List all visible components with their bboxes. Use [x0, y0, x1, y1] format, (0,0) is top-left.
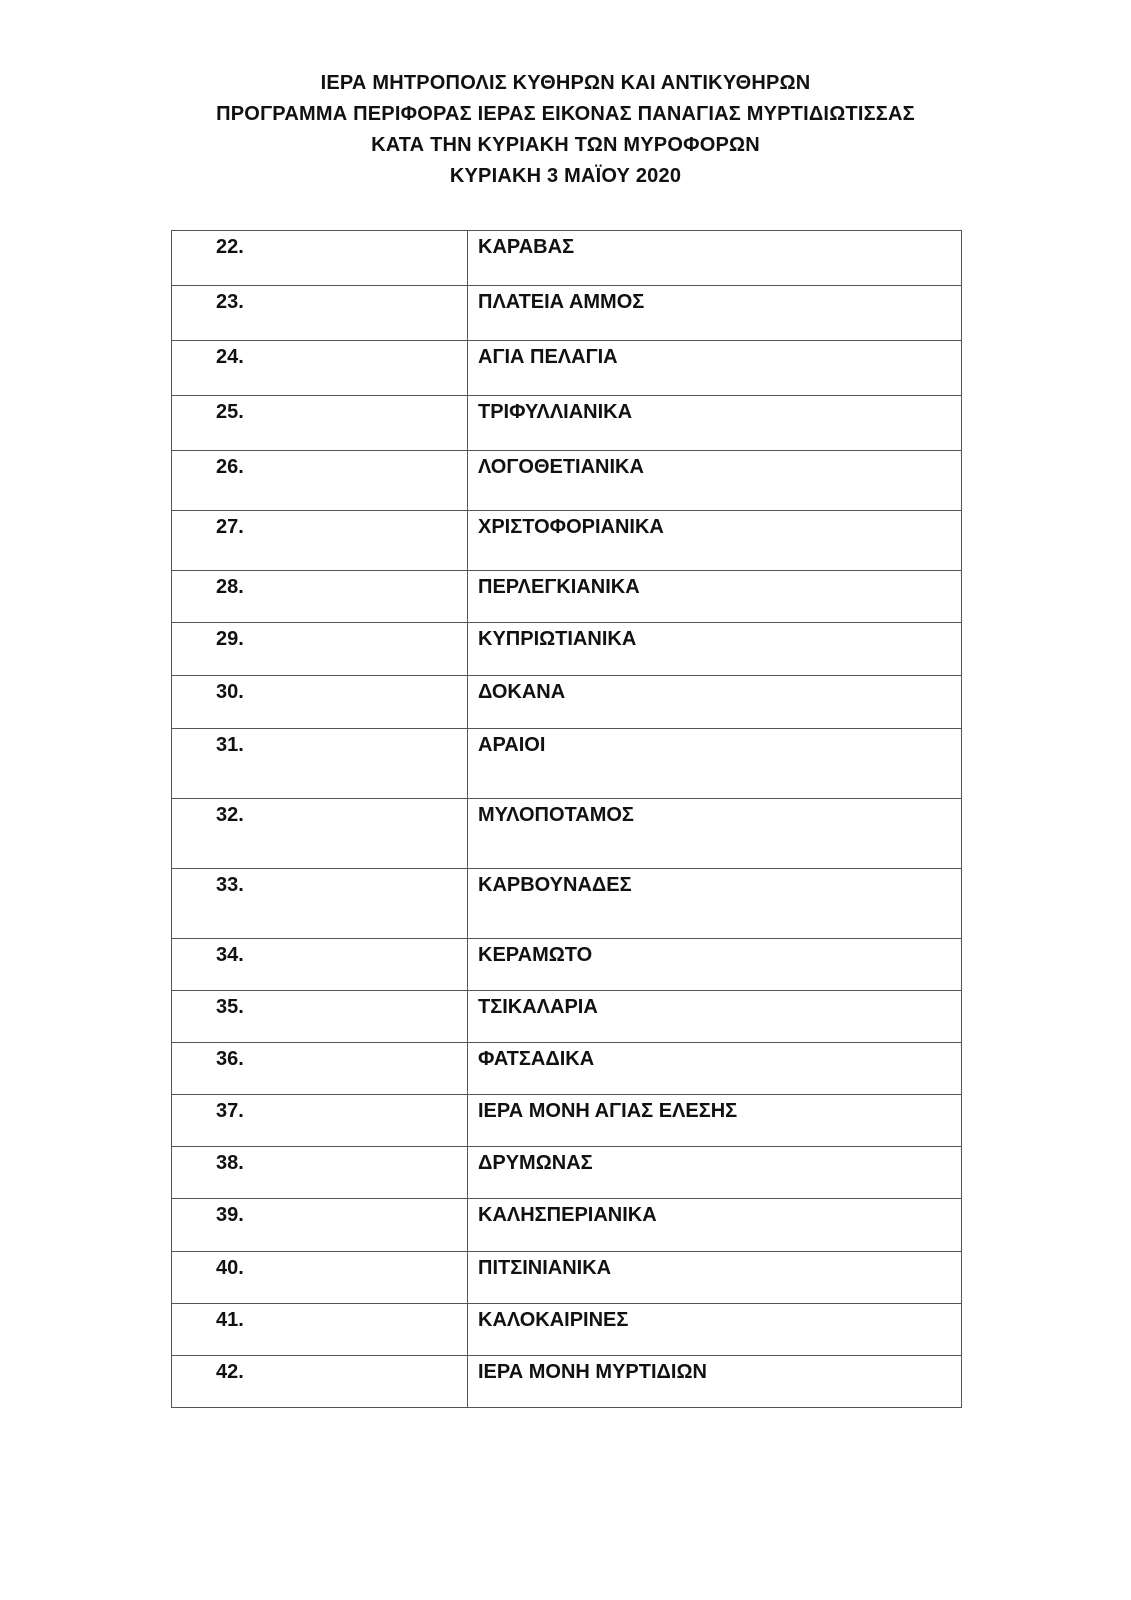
row-place: ΑΓΙΑ ΠΕΛΑΓΙΑ [468, 341, 962, 396]
header-line-date: ΚΥΡΙΑΚΗ 3 ΜΑΪΟΥ 2020 [449, 165, 682, 187]
row-number: 24. [172, 341, 468, 396]
row-place: ΧΡΙΣΤΟΦΟΡΙΑΝΙΚΑ [468, 511, 962, 571]
table-row [172, 729, 962, 799]
schedule-table-body [172, 231, 962, 1408]
table-row [172, 451, 962, 511]
table-row [172, 1095, 962, 1147]
row-place: ΜΥΛΟΠΟΤΑΜΟΣ [468, 799, 962, 869]
table-row [172, 623, 962, 676]
row-place: ΚΥΠΡΙΩΤΙΑΝΙΚΑ [468, 623, 962, 676]
row-number: 25. [172, 396, 468, 451]
row-number: 29. [172, 623, 468, 676]
row-place: ΔΟΚΑΝΑ [468, 676, 962, 729]
header-line-program: ΠΡΟΓΡΑΜΜΑ ΠΕΡΙΦΟΡΑΣ ΙΕΡΑΣ ΕΙΚΟΝΑΣ ΠΑΝΑΓΙΑΣ ΜΥΡΤΙΔΙΩΤΙΣΣΑΣ [216, 103, 915, 125]
row-place: ΔΡΥΜΩΝΑΣ [468, 1147, 962, 1199]
row-number: 34. [172, 939, 468, 991]
row-number: 26. [172, 451, 468, 511]
row-number: 39. [172, 1199, 468, 1252]
table-row [172, 511, 962, 571]
row-place: ΠΕΡΛΕΓΚΙΑΝΙΚΑ [468, 571, 962, 623]
row-number: 28. [172, 571, 468, 623]
row-number: 27. [172, 511, 468, 571]
table-row [172, 286, 962, 341]
table-row [172, 1199, 962, 1252]
row-place: ΙΕΡΑ ΜΟΝΗ ΑΓΙΑΣ ΕΛΕΣΗΣ [468, 1095, 962, 1147]
row-number: 41. [172, 1304, 468, 1356]
schedule-table [171, 230, 962, 1408]
row-place: ΚΑΡΒΟΥΝΑΔΕΣ [468, 869, 962, 939]
header-line-occasion: ΚΑΤΑ ΤΗΝ ΚΥΡΙΑΚΗ ΤΩΝ ΜΥΡΟΦΟΡΩΝ [371, 134, 760, 156]
row-number: 30. [172, 676, 468, 729]
table-row [172, 1147, 962, 1199]
row-place: ΙΕΡΑ ΜΟΝΗ ΜΥΡΤΙΔΙΩΝ [468, 1356, 962, 1408]
row-place: ΚΕΡΑΜΩΤΟ [468, 939, 962, 991]
table-row [172, 676, 962, 729]
row-place: ΤΣΙΚΑΛΑΡΙΑ [468, 991, 962, 1043]
row-place: ΚΑΛΟΚΑΙΡΙΝΕΣ [468, 1304, 962, 1356]
row-place: ΛΟΓΟΘΕΤΙΑΝΙΚΑ [468, 451, 962, 511]
row-number: 42. [172, 1356, 468, 1408]
document-header [0, 68, 1131, 192]
table-row [172, 1043, 962, 1095]
table-row [172, 571, 962, 623]
row-place: ΚΑΛΗΣΠΕΡΙΑΝΙΚΑ [468, 1199, 962, 1252]
row-number: 36. [172, 1043, 468, 1095]
table-row [172, 991, 962, 1043]
table-row [172, 799, 962, 869]
row-place: ΤΡΙΦΥΛΛΙΑΝΙΚΑ [468, 396, 962, 451]
row-number: 31. [172, 729, 468, 799]
table-row [172, 1304, 962, 1356]
row-place: ΑΡΑΙΟΙ [468, 729, 962, 799]
table-row [172, 1356, 962, 1408]
row-place: ΠΛΑΤΕΙΑ ΑΜΜΟΣ [468, 286, 962, 341]
table-row [172, 939, 962, 991]
table-row [172, 1252, 962, 1304]
row-place: ΦΑΤΣΑΔΙΚΑ [468, 1043, 962, 1095]
row-number: 38. [172, 1147, 468, 1199]
row-number: 22. [172, 231, 468, 286]
row-number: 32. [172, 799, 468, 869]
row-number: 35. [172, 991, 468, 1043]
row-number: 23. [172, 286, 468, 341]
table-row [172, 341, 962, 396]
header-line-metropolis: ΙΕΡΑ ΜΗΤΡΟΠΟΛΙΣ ΚΥΘΗΡΩΝ ΚΑΙ ΑΝΤΙΚΥΘΗΡΩΝ [320, 72, 811, 94]
table-row [172, 231, 962, 286]
row-place: ΚΑΡΑΒΑΣ [468, 231, 962, 286]
table-row [172, 396, 962, 451]
table-row [172, 869, 962, 939]
row-place: ΠΙΤΣΙΝΙΑΝΙΚΑ [468, 1252, 962, 1304]
row-number: 33. [172, 869, 468, 939]
row-number: 40. [172, 1252, 468, 1304]
row-number: 37. [172, 1095, 468, 1147]
